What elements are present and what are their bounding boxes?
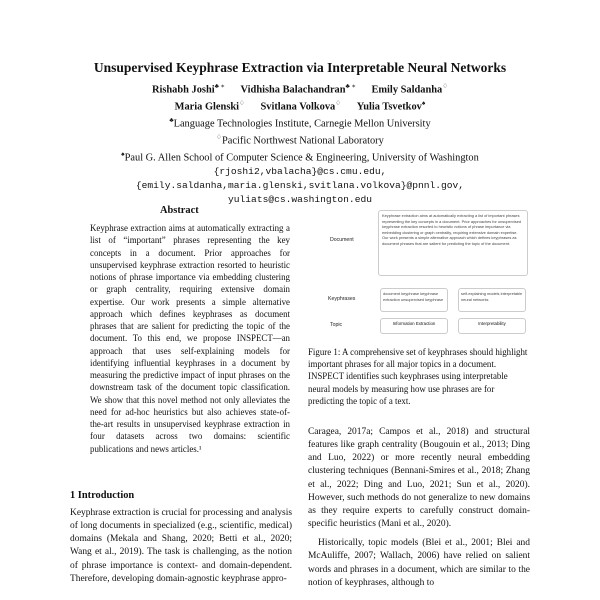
email-line[interactable]: yuliats@cs.washington.edu [228,193,372,205]
figure-keyphrase-box-1: document keyphrase keyphrase extraction unsupervised keyphrase [380,288,448,312]
affil-mark: ♠ [121,151,125,159]
affil-text: Paul G. Allen School of Computer Science & Engineering, University of Washington [124,152,479,164]
affiliation-3 [0,148,600,165]
affil-mark: ♣ [169,117,174,125]
author-name: Svitlana Volkova [260,101,336,113]
author-mark: ♣ ∗ [345,83,356,90]
affiliation-2 [0,131,600,148]
author-mark: ♢ [239,100,245,108]
email-line[interactable]: {rjoshi2,vbalacha}@cs.cmu.edu, [213,166,387,178]
figure-keyphrase-box-2: self-explaining models interpretable neural networks [458,288,526,312]
introduction-body: Keyphrase extraction is crucial for processing and analysis of long documents in specialized (e.g., scientific, medical) domains (Mekala and Shang, 2020; Betti et al., 2020; Wang et al., 2019). The task is challenging, as the notion of phrase importance is context- and domain-dependent. Therefore, developing domain-agnostic keyphrase appro- [70,508,292,584]
figure-caption: Figure 1: A comprehensive set of keyphrases should highlight important phrases for all major topics in a document. INSPECT identifies such keyphrases using interpretable neural models by measuring how use phrases are for predicting the topic of a text. [308,347,528,406]
author-mark: ♢ [442,83,449,90]
author-name: Rishabh Joshi [151,84,215,96]
author-line-1 [0,80,600,97]
author-name: Yulia Tsvetkov [356,101,422,113]
email-line[interactable]: {emily.saldanha,maria.glenski,svitlana.volkova}@pnnl.gov, [135,179,465,191]
section-heading-introduction: 1 Introduction [70,490,135,501]
affil-text: Pacific Northwest National Laboratory [221,135,384,147]
paragraph: Historically, topic models (Blei et al., 2001; Blei and McAuliffe, 2007; Wallach, 2006) have relied on salient words and phrases in a document, which are similar to the notion of keyphrases, although to [308,538,530,588]
affil-text: Language Technologies Institute, Carnegie Mellon University [173,118,431,130]
paragraph: Caragea, 2017a; Campos et al., 2018) and structural features like graph centrality (Bougouin et al., 2013; Ding and Luo, 2022) or more recently neural embedding clustering techniques (Bennani-Smires et al., 2018; Zhang et al., 2022; Ding and Luo, 2021; Sun et al., 2020). However, such methods do not generalize to new domains as they require experts to carefully construct domain-specific heuristics (Mani et al., 2020). [308,427,530,530]
author-block [0,80,600,206]
affil-mark: ♢ [216,134,222,142]
figure-label-document: Document [330,237,354,243]
author-name: Emily Saldanha [371,84,443,96]
author-name: Vidhisha Balachandran [240,84,346,96]
author-mark: ♠ [421,100,426,108]
paper-title: Unsupervised Keyphrase Extraction via Interpretable Neural Networks [93,60,507,75]
abstract-heading: Abstract [160,205,199,216]
figure-document-box: Keyphrase extraction aims at automatically extracting a list of important phrases representing the key concepts in a document. Prior approaches for unsupervised keyphrase extraction resorted to heuristic notions of phrase importance via embedding clustering or graph centrality, requiring extensive domain expertise. Our work presents a simple alternative approach which defines keyphrases as document phrases that are salient for predicting the topic of the document. [378,210,528,276]
figure-topic-box-1: Information Extraction [380,318,448,334]
figure-label-topic: Topic [330,322,343,328]
right-column-body [308,426,530,596]
figure-topic-box-2: Interpretability [458,318,526,334]
abstract-body: Keyphrase extraction aims at automatically extracting a list of “important” phrases representing the key concepts in a document. Prior approaches for unsupervised keyphrase extraction resorted to heuristic notions of phrase importance via embedding clustering or graph centrality, requiring extensive domain expertise. Our work presents a simple alternative approach which defines keyphrases as document phrases that are salient for predicting the topic of the document. To this end, we propose INSPECT—an approach that uses self-explaining models for identifying influential keyphrases in a document by measuring the predictive impact of input phrases on the downstream task of the document topic classification. We show that this novel method not only alleviates the need for ad-hoc heuristics but also achieves state-of-the-art results in unsupervised keyphrase extraction in four datasets across two domains: scientific publications and news articles.¹ [90,223,290,454]
author-mark: ♣ ∗ [214,83,225,90]
affiliation-1 [0,114,600,131]
author-mark: ♢ [335,100,342,108]
author-line-2 [0,97,600,114]
figure-label-keyphrases: Keyphrases [328,296,356,302]
author-name: Maria Glenski [174,101,240,113]
